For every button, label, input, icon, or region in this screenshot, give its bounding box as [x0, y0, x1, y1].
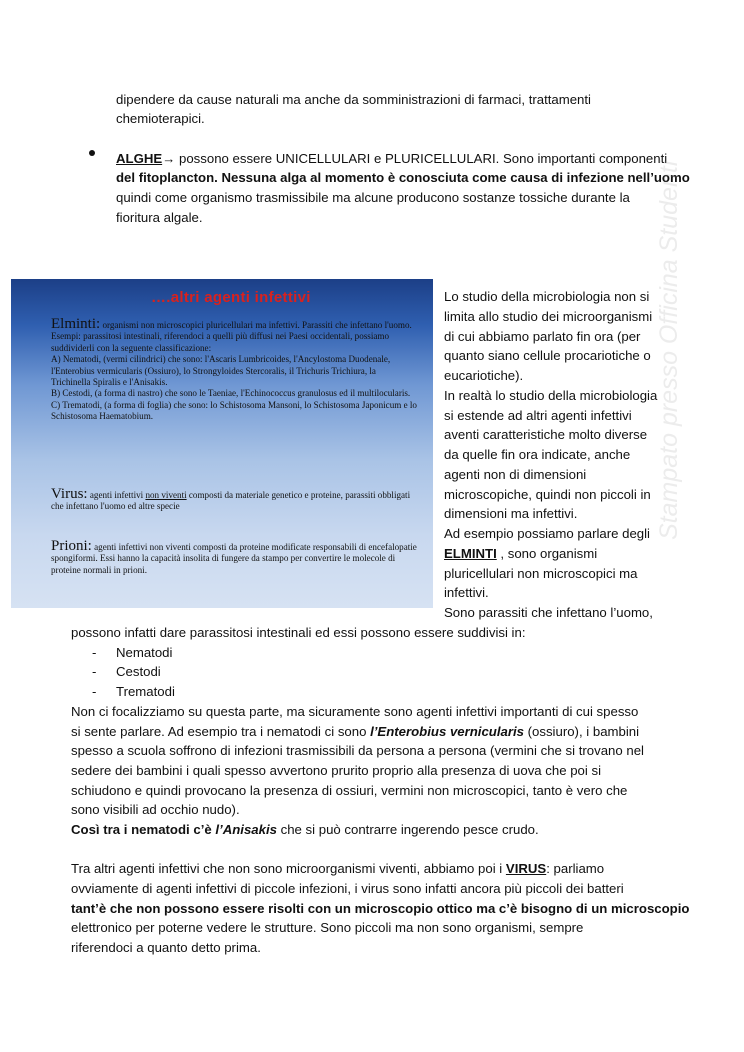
- side-line-15: pluricellulari non microscopici ma: [444, 566, 638, 581]
- side-line-14-text: , sono organismi: [496, 546, 598, 561]
- slide-virus-text-b: composti da materiale genetico e proteine, parassiti obbligati che infettano l'uomo ed altre specie: [51, 490, 411, 512]
- side-line-5: eucariotiche).: [444, 368, 524, 383]
- p2-line: [71, 820, 539, 840]
- side-line-1: Lo studio della microbiologia non si: [444, 289, 650, 304]
- arrow-icon: →: [162, 151, 176, 166]
- side-line-16: infettivi.: [444, 585, 489, 600]
- slide-virus-head: Virus:: [51, 486, 88, 502]
- side-line-2: limita allo studio dei microorganismi: [444, 309, 653, 324]
- virus-term: VIRUS: [505, 861, 547, 876]
- side-line-13: Ad esempio possiamo parlare degli: [444, 526, 650, 541]
- side-line-10: agenti non di dimensioni: [444, 467, 587, 482]
- alghe-line-4: fioritura algale.: [116, 210, 203, 225]
- p3-line-1-b: : parliamo: [546, 861, 605, 876]
- p3-line-1: [71, 859, 604, 879]
- list-item: - Trematodi: [92, 682, 96, 702]
- list-item: - Nematodi: [92, 643, 96, 663]
- p1-line-5: schiudono e quindi provocano la presenza di ossiuri, vermini non microscopici, tanto è vero che: [71, 783, 628, 798]
- slide-virus: [51, 486, 417, 513]
- p1-line-2: [71, 722, 639, 742]
- p3-line-1-a: Tra altri agenti infettivi che non sono microorganismi viventi, abbiamo poi i: [71, 861, 506, 876]
- slide-elminti: [51, 316, 417, 423]
- side-line-11: microscopiche, quindi non piccoli in: [444, 487, 651, 502]
- p1-line-6: sono visibili ad occhio nudo).: [71, 802, 240, 817]
- list-item-cestodi: Cestodi: [116, 664, 161, 679]
- p3-line-4: elettronico per poterne vedere le strutture. Sono piccoli ma non sono organismi, sempre: [71, 920, 584, 935]
- side-line-12: dimensioni ma infettivi.: [444, 506, 578, 521]
- slide-elminti-text: organismi non microscopici pluricellulari ma infettivi. Parassiti che infettano l'uomo. Esempi: parassitosi intestinali, riferendoci a quelli più diffusi nei Paesi occidentali, possiamo suddividerli con la seguente classificazione:: [51, 320, 412, 353]
- watermark: Stampato presso Officina Studenti: [655, 160, 683, 540]
- slide-elminti-a: A) Nematodi, (vermi cilindrici) che sono: l'Ascaris Lumbricoides, l'Ancylostoma Duodenale, l'Enterobius vermicularis (Ossiuro), lo Strongyloides Stercoralis, il Trichuris Trichiura, la Trichinella Spiralis e l'Anisakis.: [51, 354, 391, 388]
- bullet-icon: [89, 150, 95, 156]
- side-line-8: aventi caratteristiche molto diverse: [444, 427, 648, 442]
- p1-line-3: spesso a scuola soffrono di infezioni trasmissibili da persona a persona (vermini che si trovano nel: [71, 743, 644, 758]
- p2-b: che si può contrarre ingerendo pesce crudo.: [276, 822, 539, 837]
- intro-line-2: chemioterapici.: [116, 111, 205, 126]
- side-line-3: di cui abbiamo parlato fin ora (per: [444, 329, 641, 344]
- slide-elminti-head: Elminti:: [51, 316, 101, 332]
- list-item-nematodi: Nematodi: [116, 645, 173, 660]
- p3-line-3: tant’è che non possono essere risolti con un microscopio ottico ma c’è bisogno di un microscopio: [71, 901, 690, 916]
- slide-prioni-head: Prioni:: [51, 538, 92, 554]
- side-line-14: [444, 544, 597, 564]
- slide-title: ….altri agenti infettivi: [151, 289, 311, 306]
- p1-line-2-a: si sente parlare. Ad esempio tra i nematodi ci sono: [71, 724, 371, 739]
- side-line-4: quanto siano cellule procariotiche o: [444, 348, 651, 363]
- anisakis-term: l’Anisakis: [215, 822, 277, 837]
- alghe-line-1: [116, 149, 667, 169]
- elminti-term: ELMINTI: [444, 546, 497, 561]
- p1-line-4: sedere dei bambini i quali spesso avvertono prurito proprio alla presenza di uova che poi si: [71, 763, 602, 778]
- side-line-17: Sono parassiti che infettano l’uomo,: [444, 605, 653, 620]
- list-item-trematodi: Trematodi: [116, 684, 175, 699]
- slide-virus-text-u: non viventi: [145, 490, 187, 500]
- body-line-1: possono infatti dare parassitosi intestinali ed essi possono essere suddivisi in:: [71, 625, 526, 640]
- enterobius-term: l’Enterobius vernicularis: [370, 724, 524, 739]
- slide-prioni-text: agenti infettivi non viventi composti da proteine modificate responsabili di encefalopatie spongiformi. Essi hanno la capacità insolita di fungere da stampo per convertire le molecole di proteine normali in prioni.: [51, 542, 417, 575]
- list-item: - Cestodi: [92, 662, 96, 682]
- side-line-9: da quelle fin ora indicate, anche: [444, 447, 631, 462]
- p2-a: Così tra i nematodi c’è: [71, 822, 216, 837]
- intro-line-1: dipendere da cause naturali ma anche da somministrazioni di farmaci, trattamenti: [116, 92, 591, 107]
- slide-elminti-b: B) Cestodi, (a forma di nastro) che sono le Taeniae, l'Echinococcus granulosus ed il multilocularis.: [51, 388, 411, 399]
- alghe-line-3: quindi come organismo trasmissibile ma alcune producono sostanze tossiche durante la: [116, 190, 630, 205]
- slide-image: [11, 279, 433, 608]
- p1-line-1: Non ci focalizziamo su questa parte, ma sicuramente sono agenti infettivi importanti di cui spesso: [71, 704, 639, 719]
- alghe-line-1-text: possono essere UNICELLULARI e PLURICELLULARI. Sono importanti componenti: [175, 151, 668, 166]
- slide-elminti-c: C) Trematodi, (a forma di foglia) che sono: lo Schistosoma Mansoni, lo Schistosoma Japonicum e lo Schistosoma Haematobium.: [51, 399, 417, 422]
- side-line-7: si estende ad altri agenti infettivi: [444, 408, 632, 423]
- slide-prioni: [51, 538, 417, 576]
- slide-virus-text-a: agenti infettivi: [87, 490, 146, 500]
- side-line-6: In realtà lo studio della microbiologia: [444, 388, 658, 403]
- p3-line-2: ovviamente di agenti infettivi di piccole infezioni, i virus sono infatti ancora più piccoli dei batteri: [71, 881, 624, 896]
- p3-line-5: riferendoci a quanto detto prima.: [71, 940, 261, 955]
- alghe-line-2: del fitoplancton. Nessuna alga al momento è conosciuta come causa di infezione nell’uomo: [116, 170, 690, 185]
- alghe-term: ALGHE: [116, 151, 163, 166]
- p1-line-2-b: (ossiuro), i bambini: [523, 724, 640, 739]
